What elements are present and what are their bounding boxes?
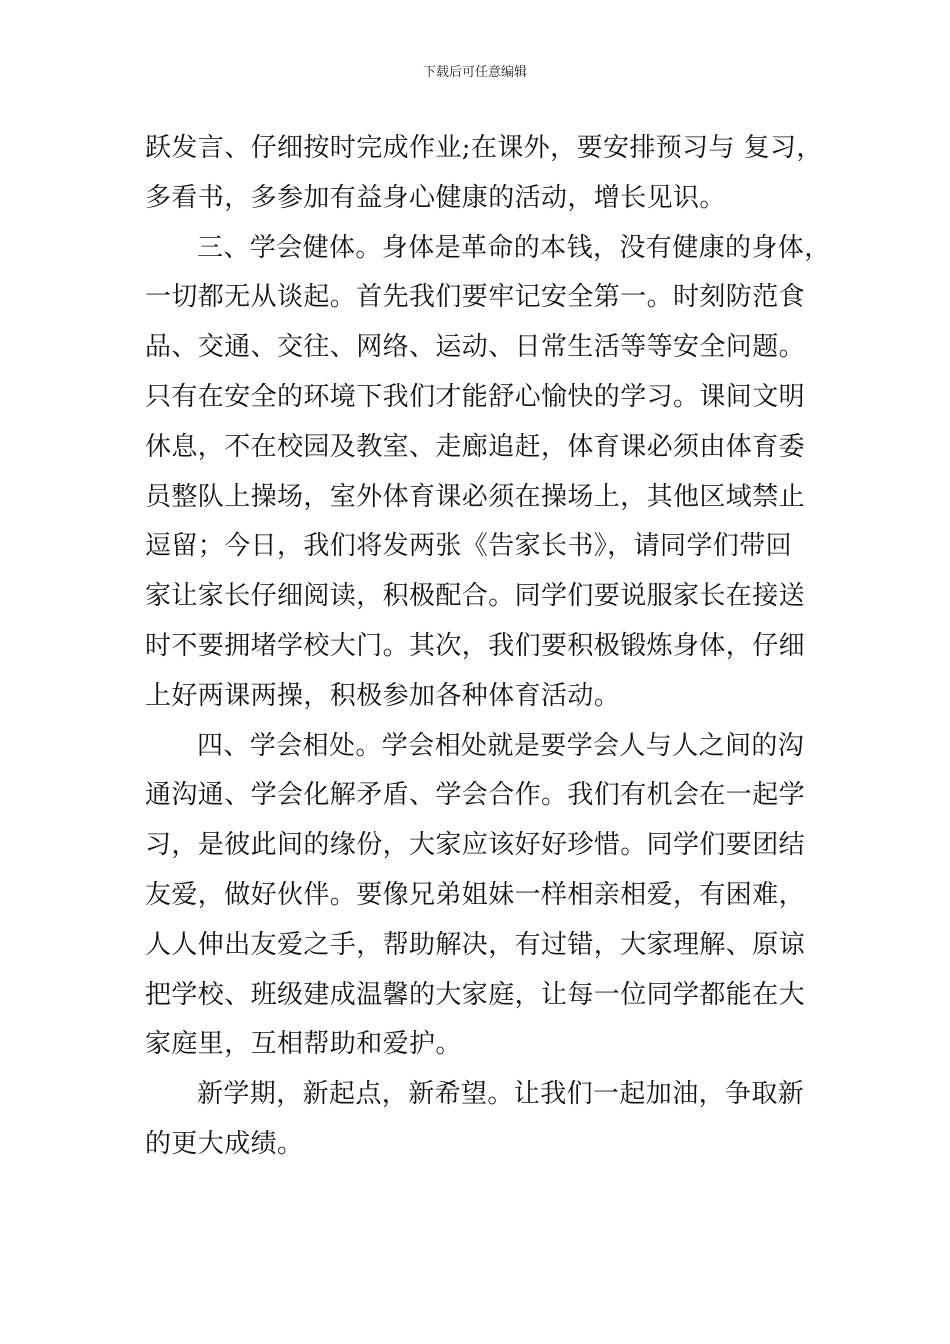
text-line: 员整队上操场，室外体育课必须在操场上，其他区域禁止 bbox=[145, 481, 806, 512]
paragraph-start-line: 四、学会相处。学会相处就是要学会人与人之间的沟 bbox=[197, 730, 805, 761]
text-line: 通沟通、学会化解矛盾、学会合作。我们有机会在一起学 bbox=[145, 780, 806, 811]
text-line: 把学校、班级建成温馨的大家庭，让每一位同学都能在大 bbox=[145, 979, 806, 1010]
text-line: 品、交通、交往、网络、运动、日常生活等等安全问题。 bbox=[145, 332, 806, 363]
text-line: 人人伸出友爱之手，帮助解决，有过错，大家理解、原谅 bbox=[145, 929, 806, 960]
page-header: 下载后可任意编辑 bbox=[422, 65, 527, 80]
text-line: 逗留；今日，我们将发两张《告家长书》，请同学们带回 bbox=[145, 531, 793, 562]
paragraph-start-line: 新学期，新起点，新希望。让我们一起加油，争取新 bbox=[197, 1079, 805, 1110]
text-line: 习，是彼此间的缘份，大家应该好好珍惜。同学们要团结 bbox=[145, 830, 806, 861]
text-line: 家庭里，互相帮助和爱护。 bbox=[145, 1029, 462, 1060]
text-line: 友爱，做好伙伴。要像兄弟姐妹一样相亲相爱，有困难， bbox=[145, 879, 806, 910]
text-line: 家让家长仔细阅读，积极配合。同学们要说服家长在接送 bbox=[145, 581, 806, 612]
text-line: 时不要拥堵学校大门。其次，我们要积极锻炼身体，仔细 bbox=[145, 630, 806, 661]
text-line: 只有在安全的环境下我们才能舒心愉快的学习。课间文明 bbox=[145, 381, 806, 412]
text-line: 跃发言、仔细按时完成作业;在课外，要安排预习与 复习， bbox=[145, 133, 823, 163]
text-line: 的更大成绩。 bbox=[145, 1128, 304, 1159]
text-line: 一切都无从谈起。首先我们要牢记安全第一。时刻防范食 bbox=[145, 282, 806, 313]
text-line: 休息，不在校园及教室、走廊追赶，体育课必须由体育委 bbox=[145, 431, 806, 462]
text-line: 多看书，多参加有益身心健康的活动，增长见识。 bbox=[145, 182, 726, 213]
text-line: 上好两课两操，积极参加各种体育活动。 bbox=[145, 680, 621, 711]
paragraph-start-line: 三、学会健体。身体是革命的本钱，没有健康的身体， bbox=[197, 232, 831, 263]
document-body bbox=[145, 124, 831, 1170]
